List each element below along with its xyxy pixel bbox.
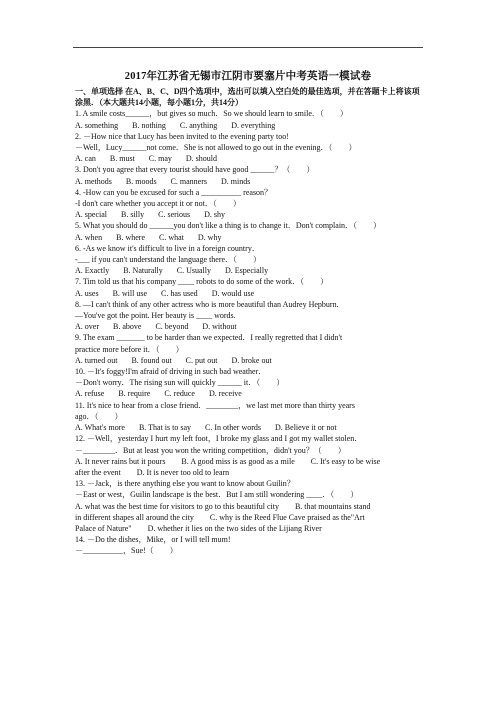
question-13 bbox=[75, 478, 427, 534]
option-A[interactable]: A. methods bbox=[75, 176, 112, 186]
question-9-line: 9. The exam _______ to be harder than we expected．I really regretted that I didn't bbox=[75, 333, 343, 343]
question-4-line: -I don't care whether you accept it or not．（ ） bbox=[75, 199, 241, 209]
question-9-line: practice more before it．（ ） bbox=[75, 344, 184, 354]
question-11 bbox=[75, 400, 427, 434]
question-14-line: 14. －Do the dishes，Mike，or I will tell mum! bbox=[75, 535, 231, 545]
question-14-line: －__________，Sue!（ ） bbox=[75, 546, 178, 556]
question-8-options bbox=[75, 321, 427, 332]
option-A[interactable]: A. when bbox=[75, 232, 103, 242]
question-10-options bbox=[75, 388, 427, 399]
question-12-line: 12. －Well，yesterday I hurt my left foot，I broke my glass and I got my wallet stolen． bbox=[75, 434, 363, 444]
option-C[interactable]: C. beyond bbox=[155, 322, 189, 332]
option-B[interactable]: B. moods bbox=[125, 176, 157, 186]
option-D[interactable]: D. would use bbox=[211, 288, 255, 298]
option-D[interactable]: D. Believe it or not bbox=[275, 423, 337, 433]
option-C[interactable]: C. In other words bbox=[205, 423, 262, 433]
option-B[interactable]: B. found out bbox=[131, 355, 172, 365]
option-D[interactable]: D. shy bbox=[204, 210, 226, 220]
question-8-line: 8. —I can't think of any other actress who is more beautiful than Audrey Hepburn. bbox=[75, 299, 339, 309]
question-10 bbox=[75, 366, 427, 400]
question-13-line: 13. －Jack，is there anything else you want to know about Guilin？ bbox=[75, 479, 295, 489]
question-list bbox=[75, 108, 427, 556]
option-C[interactable]: C. has used bbox=[161, 288, 198, 298]
option-B[interactable]: B. Naturally bbox=[123, 266, 163, 276]
question-11-line: ago．（ ） bbox=[75, 411, 123, 421]
question-7-options bbox=[75, 288, 427, 299]
option-A[interactable]: A. can bbox=[75, 154, 96, 164]
question-1-options bbox=[75, 120, 427, 131]
question-6 bbox=[75, 243, 427, 277]
question-1 bbox=[75, 108, 427, 130]
question-12-line: －________．But at least you won the writing competition，didn't you？（ ） bbox=[75, 445, 346, 455]
question-13-line: A. what was the best time for visitors to go to this beautiful city B. that mountains stand bbox=[75, 501, 371, 511]
section-heading: 一、单项选择 在A、B、C、D四个选项中，选出可以填入空白处的最佳选项，并在答题卡上将该项涂黑．（本大题共14小题，每小题1分，共14分） bbox=[75, 87, 420, 108]
question-3 bbox=[75, 164, 427, 186]
question-7-line: 7. Tim told us that his company ____ robots to do some of the work．（ ） bbox=[75, 277, 329, 287]
question-12-line: A. It never rains but it pours B. A good miss is as good as a mile C. It's easy to be wise bbox=[75, 456, 381, 466]
question-8-line: —You've got the point. Her beauty is ____ words. bbox=[75, 311, 236, 321]
option-B[interactable]: B. will use bbox=[112, 288, 148, 298]
question-4-line: 4. -How can you be excused for such a __________ reason？ bbox=[75, 187, 273, 197]
question-9-options bbox=[75, 355, 427, 366]
question-5 bbox=[75, 220, 427, 242]
question-2-line: 2. －How nice that Lucy has been invited to the evening party too! bbox=[75, 131, 289, 141]
question-10-line: 10. －It's foggy!I'm afraid of driving in such bad weather． bbox=[75, 367, 267, 377]
option-C[interactable]: C. may bbox=[148, 154, 172, 164]
option-C[interactable]: C. what bbox=[159, 232, 184, 242]
option-B[interactable]: B. must bbox=[109, 154, 135, 164]
option-D[interactable]: D. without bbox=[202, 322, 237, 332]
option-A[interactable]: A. refuse bbox=[75, 389, 105, 399]
option-B[interactable]: B. That is to say bbox=[138, 423, 192, 433]
question-3-options bbox=[75, 176, 427, 187]
question-3-line: 3. Don't you agree that every tourist should have good ______？（ ） bbox=[75, 165, 315, 175]
option-B[interactable]: B. where bbox=[116, 232, 145, 242]
question-2 bbox=[75, 131, 427, 165]
question-4 bbox=[75, 187, 427, 221]
option-C[interactable]: C. Usually bbox=[176, 266, 211, 276]
question-13-line: in different shapes all around the city C. why is the Reed Flue Cave praised as the"Art bbox=[75, 512, 365, 522]
option-A[interactable]: A. What's more bbox=[75, 423, 125, 433]
option-D[interactable]: D. receive bbox=[208, 389, 242, 399]
option-A[interactable]: A. uses bbox=[75, 288, 99, 298]
question-12-line: after the event D. It is never too old to learn bbox=[75, 467, 230, 477]
exam-content bbox=[75, 86, 427, 557]
question-2-line: －Well，Lucy______not come．She is not allowed to go out in the evening．（ ） bbox=[75, 143, 357, 153]
option-D[interactable]: D. why bbox=[197, 232, 222, 242]
question-6-line: -___ if you can't understand the language there．（ ） bbox=[75, 255, 262, 265]
option-C[interactable]: C. reduce bbox=[164, 389, 195, 399]
question-11-options bbox=[75, 422, 427, 433]
option-B[interactable]: B. require bbox=[118, 389, 151, 399]
question-12 bbox=[75, 433, 427, 478]
question-7 bbox=[75, 276, 427, 298]
question-13-line: Palace of Nature" D. whether it lies on the two sides of the Lijiang River bbox=[75, 523, 322, 533]
option-B[interactable]: B. above bbox=[113, 322, 142, 332]
option-C[interactable]: C. serious bbox=[158, 210, 191, 220]
question-4-options bbox=[75, 209, 427, 220]
header-rule bbox=[73, 47, 423, 48]
option-A[interactable]: A. special bbox=[75, 210, 107, 220]
question-11-line: 11. It's nice to hear from a close friend．________，we last met more than thirty years bbox=[75, 400, 355, 410]
question-13-line: －East or west，Guilin landscape is the best．But I am still wondering ____．（ ） bbox=[75, 490, 359, 500]
option-C[interactable]: C. anything bbox=[179, 120, 218, 130]
option-A[interactable]: A. over bbox=[75, 322, 99, 332]
option-A[interactable]: A. Exactly bbox=[75, 266, 110, 276]
question-1-line: 1. A smile costs______，but gives so much．So we should learn to smile．（ ） bbox=[75, 109, 348, 119]
option-D[interactable]: D. should bbox=[185, 154, 218, 164]
question-10-line: －Don't worry．The rising sun will quickly ______ it．（ ） bbox=[75, 378, 285, 388]
question-8 bbox=[75, 299, 427, 333]
option-C[interactable]: C. manners bbox=[170, 176, 207, 186]
option-D[interactable]: D. minds bbox=[221, 176, 251, 186]
option-D[interactable]: D. Especially bbox=[225, 266, 269, 276]
question-14 bbox=[75, 534, 427, 556]
option-B[interactable]: B. silly bbox=[121, 210, 145, 220]
question-9 bbox=[75, 332, 427, 366]
option-D[interactable]: D. everything bbox=[231, 120, 276, 130]
option-B[interactable]: B. nothing bbox=[132, 120, 166, 130]
question-6-line: 6. -As we know it's difficult to live in a foreign country． bbox=[75, 243, 260, 253]
option-A[interactable]: A. turned out bbox=[75, 355, 118, 365]
question-6-options bbox=[75, 265, 427, 276]
option-D[interactable]: D. broke out bbox=[231, 355, 272, 365]
question-5-line: 5. What you should do ______you don't like a thing is to change it．Don't complain．（ ） bbox=[75, 221, 382, 231]
page-title: 2017年江苏省无锡市江阴市要塞片中考英语一模试卷 bbox=[124, 71, 372, 82]
option-A[interactable]: A. something bbox=[75, 120, 119, 130]
question-2-options bbox=[75, 153, 427, 164]
question-5-options bbox=[75, 232, 427, 243]
option-C[interactable]: C. put out bbox=[185, 355, 218, 365]
